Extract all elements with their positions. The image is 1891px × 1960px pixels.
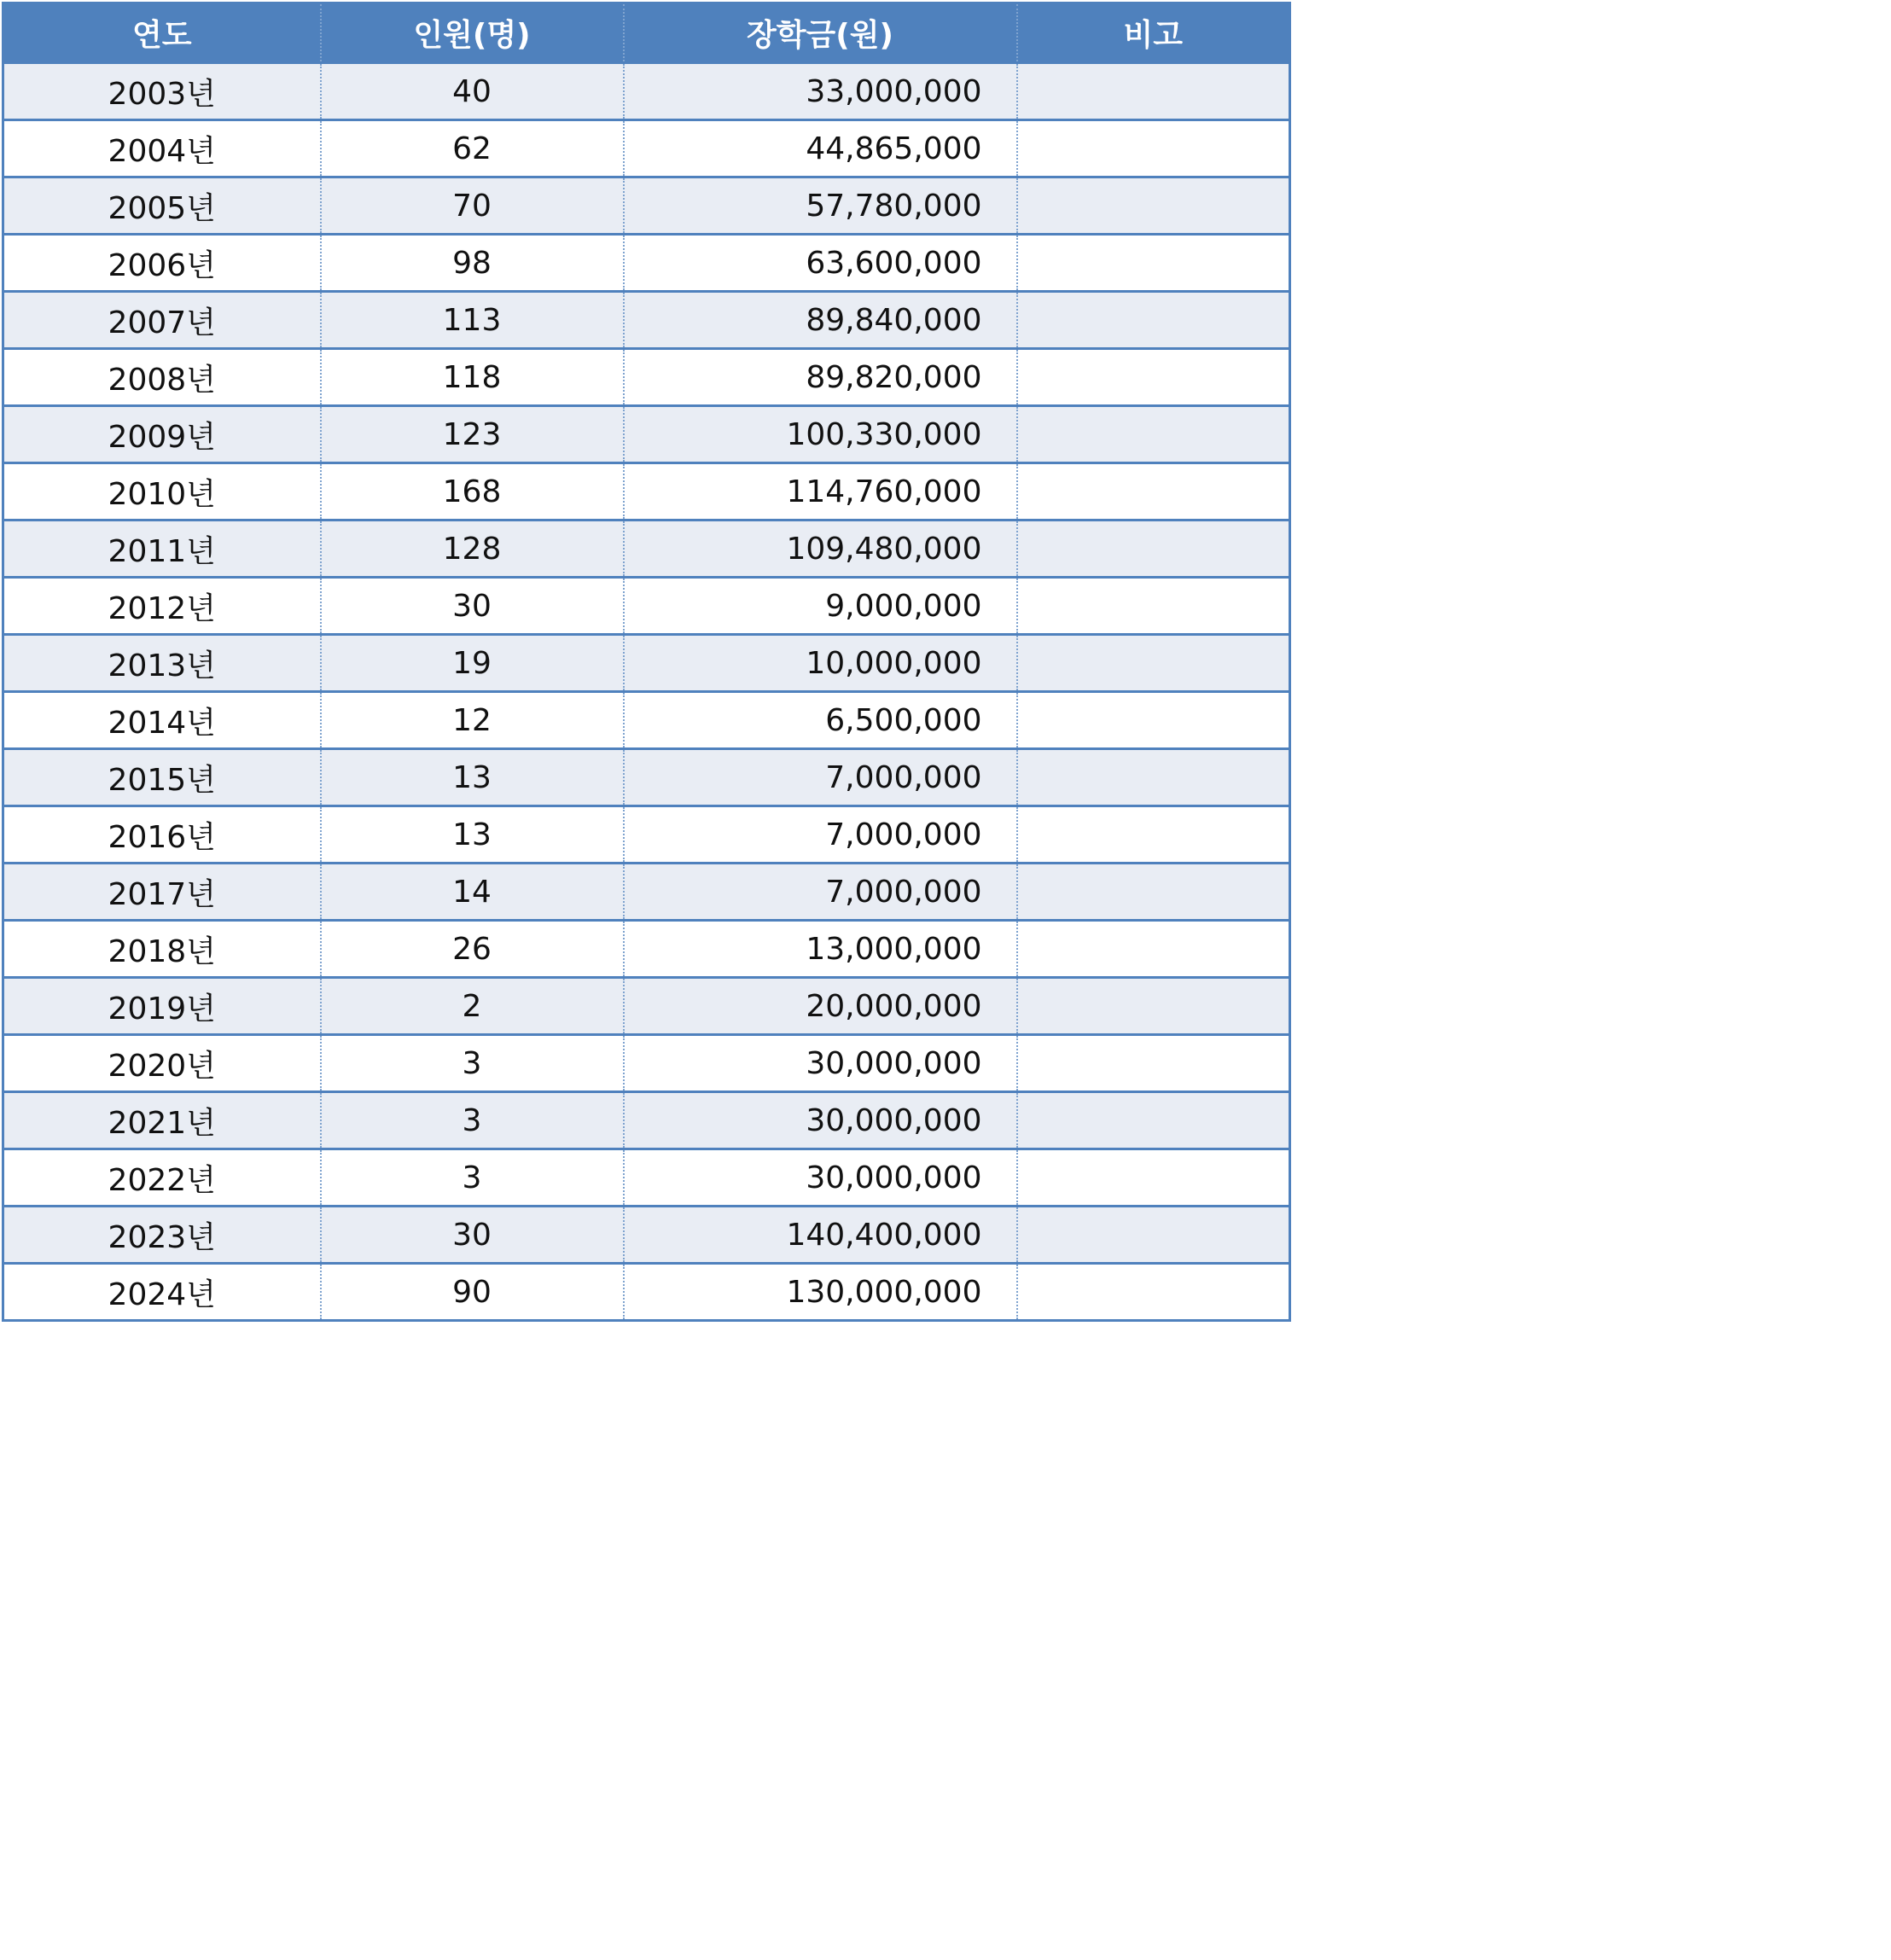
amount-cell: 30,000,000 [624,1149,1017,1207]
year-cell: 2015년 [3,749,321,806]
table-row [3,292,1290,349]
year-cell: 2005년 [3,177,321,235]
table-row [3,578,1290,635]
count-cell: 3 [321,1035,624,1092]
count-cell: 13 [321,806,624,864]
note-cell [1017,749,1290,806]
year-cell: 2010년 [3,463,321,521]
amount-cell: 140,400,000 [624,1207,1017,1264]
note-cell [1017,578,1290,635]
count-cell: 70 [321,177,624,235]
year-cell: 2016년 [3,806,321,864]
header-count: 인원(명) [321,3,624,63]
count-cell: 30 [321,1207,624,1264]
header-amount: 장학금(원) [624,3,1017,63]
note-cell [1017,292,1290,349]
amount-cell: 89,840,000 [624,292,1017,349]
note-cell [1017,921,1290,978]
year-cell: 2024년 [3,1264,321,1321]
count-cell: 168 [321,463,624,521]
count-cell: 13 [321,749,624,806]
amount-cell: 130,000,000 [624,1264,1017,1321]
count-cell: 118 [321,349,624,406]
year-cell: 2006년 [3,235,321,292]
amount-cell: 100,330,000 [624,406,1017,463]
year-cell: 2021년 [3,1092,321,1149]
amount-cell: 89,820,000 [624,349,1017,406]
year-cell: 2013년 [3,635,321,692]
table-row [3,120,1290,177]
note-cell [1017,463,1290,521]
note-cell [1017,692,1290,749]
year-cell: 2007년 [3,292,321,349]
note-cell [1017,521,1290,578]
note-cell [1017,1207,1290,1264]
count-cell: 2 [321,978,624,1035]
amount-cell: 33,000,000 [624,63,1017,120]
year-cell: 2018년 [3,921,321,978]
count-cell: 12 [321,692,624,749]
year-cell: 2003년 [3,63,321,120]
note-cell [1017,406,1290,463]
note-cell [1017,120,1290,177]
scholarship-table [2,2,1291,1322]
amount-cell: 7,000,000 [624,749,1017,806]
header-year: 연도 [3,3,321,63]
table-row [3,635,1290,692]
table-row [3,349,1290,406]
amount-cell: 44,865,000 [624,120,1017,177]
table-row [3,921,1290,978]
note-cell [1017,635,1290,692]
amount-cell: 30,000,000 [624,1035,1017,1092]
amount-cell: 20,000,000 [624,978,1017,1035]
table-row [3,177,1290,235]
note-cell [1017,1149,1290,1207]
amount-cell: 9,000,000 [624,578,1017,635]
note-cell [1017,978,1290,1035]
table-row [3,63,1290,120]
table-row [3,235,1290,292]
amount-cell: 13,000,000 [624,921,1017,978]
table-row [3,1149,1290,1207]
year-cell: 2019년 [3,978,321,1035]
count-cell: 3 [321,1092,624,1149]
count-cell: 123 [321,406,624,463]
table-row [3,864,1290,921]
count-cell: 128 [321,521,624,578]
table-row [3,521,1290,578]
year-cell: 2020년 [3,1035,321,1092]
table-row [3,1035,1290,1092]
header-note: 비고 [1017,3,1290,63]
amount-cell: 6,500,000 [624,692,1017,749]
count-cell: 19 [321,635,624,692]
table-row [3,463,1290,521]
amount-cell: 7,000,000 [624,806,1017,864]
amount-cell: 63,600,000 [624,235,1017,292]
table-row [3,1264,1290,1321]
header-row [3,3,1290,63]
year-cell: 2009년 [3,406,321,463]
year-cell: 2023년 [3,1207,321,1264]
amount-cell: 57,780,000 [624,177,1017,235]
note-cell [1017,1264,1290,1321]
count-cell: 14 [321,864,624,921]
table-row [3,1092,1290,1149]
count-cell: 98 [321,235,624,292]
year-cell: 2017년 [3,864,321,921]
note-cell [1017,235,1290,292]
year-cell: 2022년 [3,1149,321,1207]
count-cell: 90 [321,1264,624,1321]
count-cell: 62 [321,120,624,177]
count-cell: 113 [321,292,624,349]
note-cell [1017,177,1290,235]
amount-cell: 30,000,000 [624,1092,1017,1149]
note-cell [1017,864,1290,921]
year-cell: 2004년 [3,120,321,177]
table-row [3,692,1290,749]
table-row [3,749,1290,806]
table-row [3,978,1290,1035]
note-cell [1017,1092,1290,1149]
count-cell: 3 [321,1149,624,1207]
year-cell: 2008년 [3,349,321,406]
amount-cell: 7,000,000 [624,864,1017,921]
year-cell: 2011년 [3,521,321,578]
count-cell: 26 [321,921,624,978]
table-body [3,63,1290,1321]
note-cell [1017,63,1290,120]
year-cell: 2012년 [3,578,321,635]
table-row [3,806,1290,864]
count-cell: 30 [321,578,624,635]
count-cell: 40 [321,63,624,120]
note-cell [1017,806,1290,864]
amount-cell: 10,000,000 [624,635,1017,692]
amount-cell: 114,760,000 [624,463,1017,521]
scholarship-table-container [2,2,1289,1322]
table-row [3,406,1290,463]
amount-cell: 109,480,000 [624,521,1017,578]
table-row [3,1207,1290,1264]
note-cell [1017,349,1290,406]
note-cell [1017,1035,1290,1092]
year-cell: 2014년 [3,692,321,749]
table-header [3,3,1290,63]
